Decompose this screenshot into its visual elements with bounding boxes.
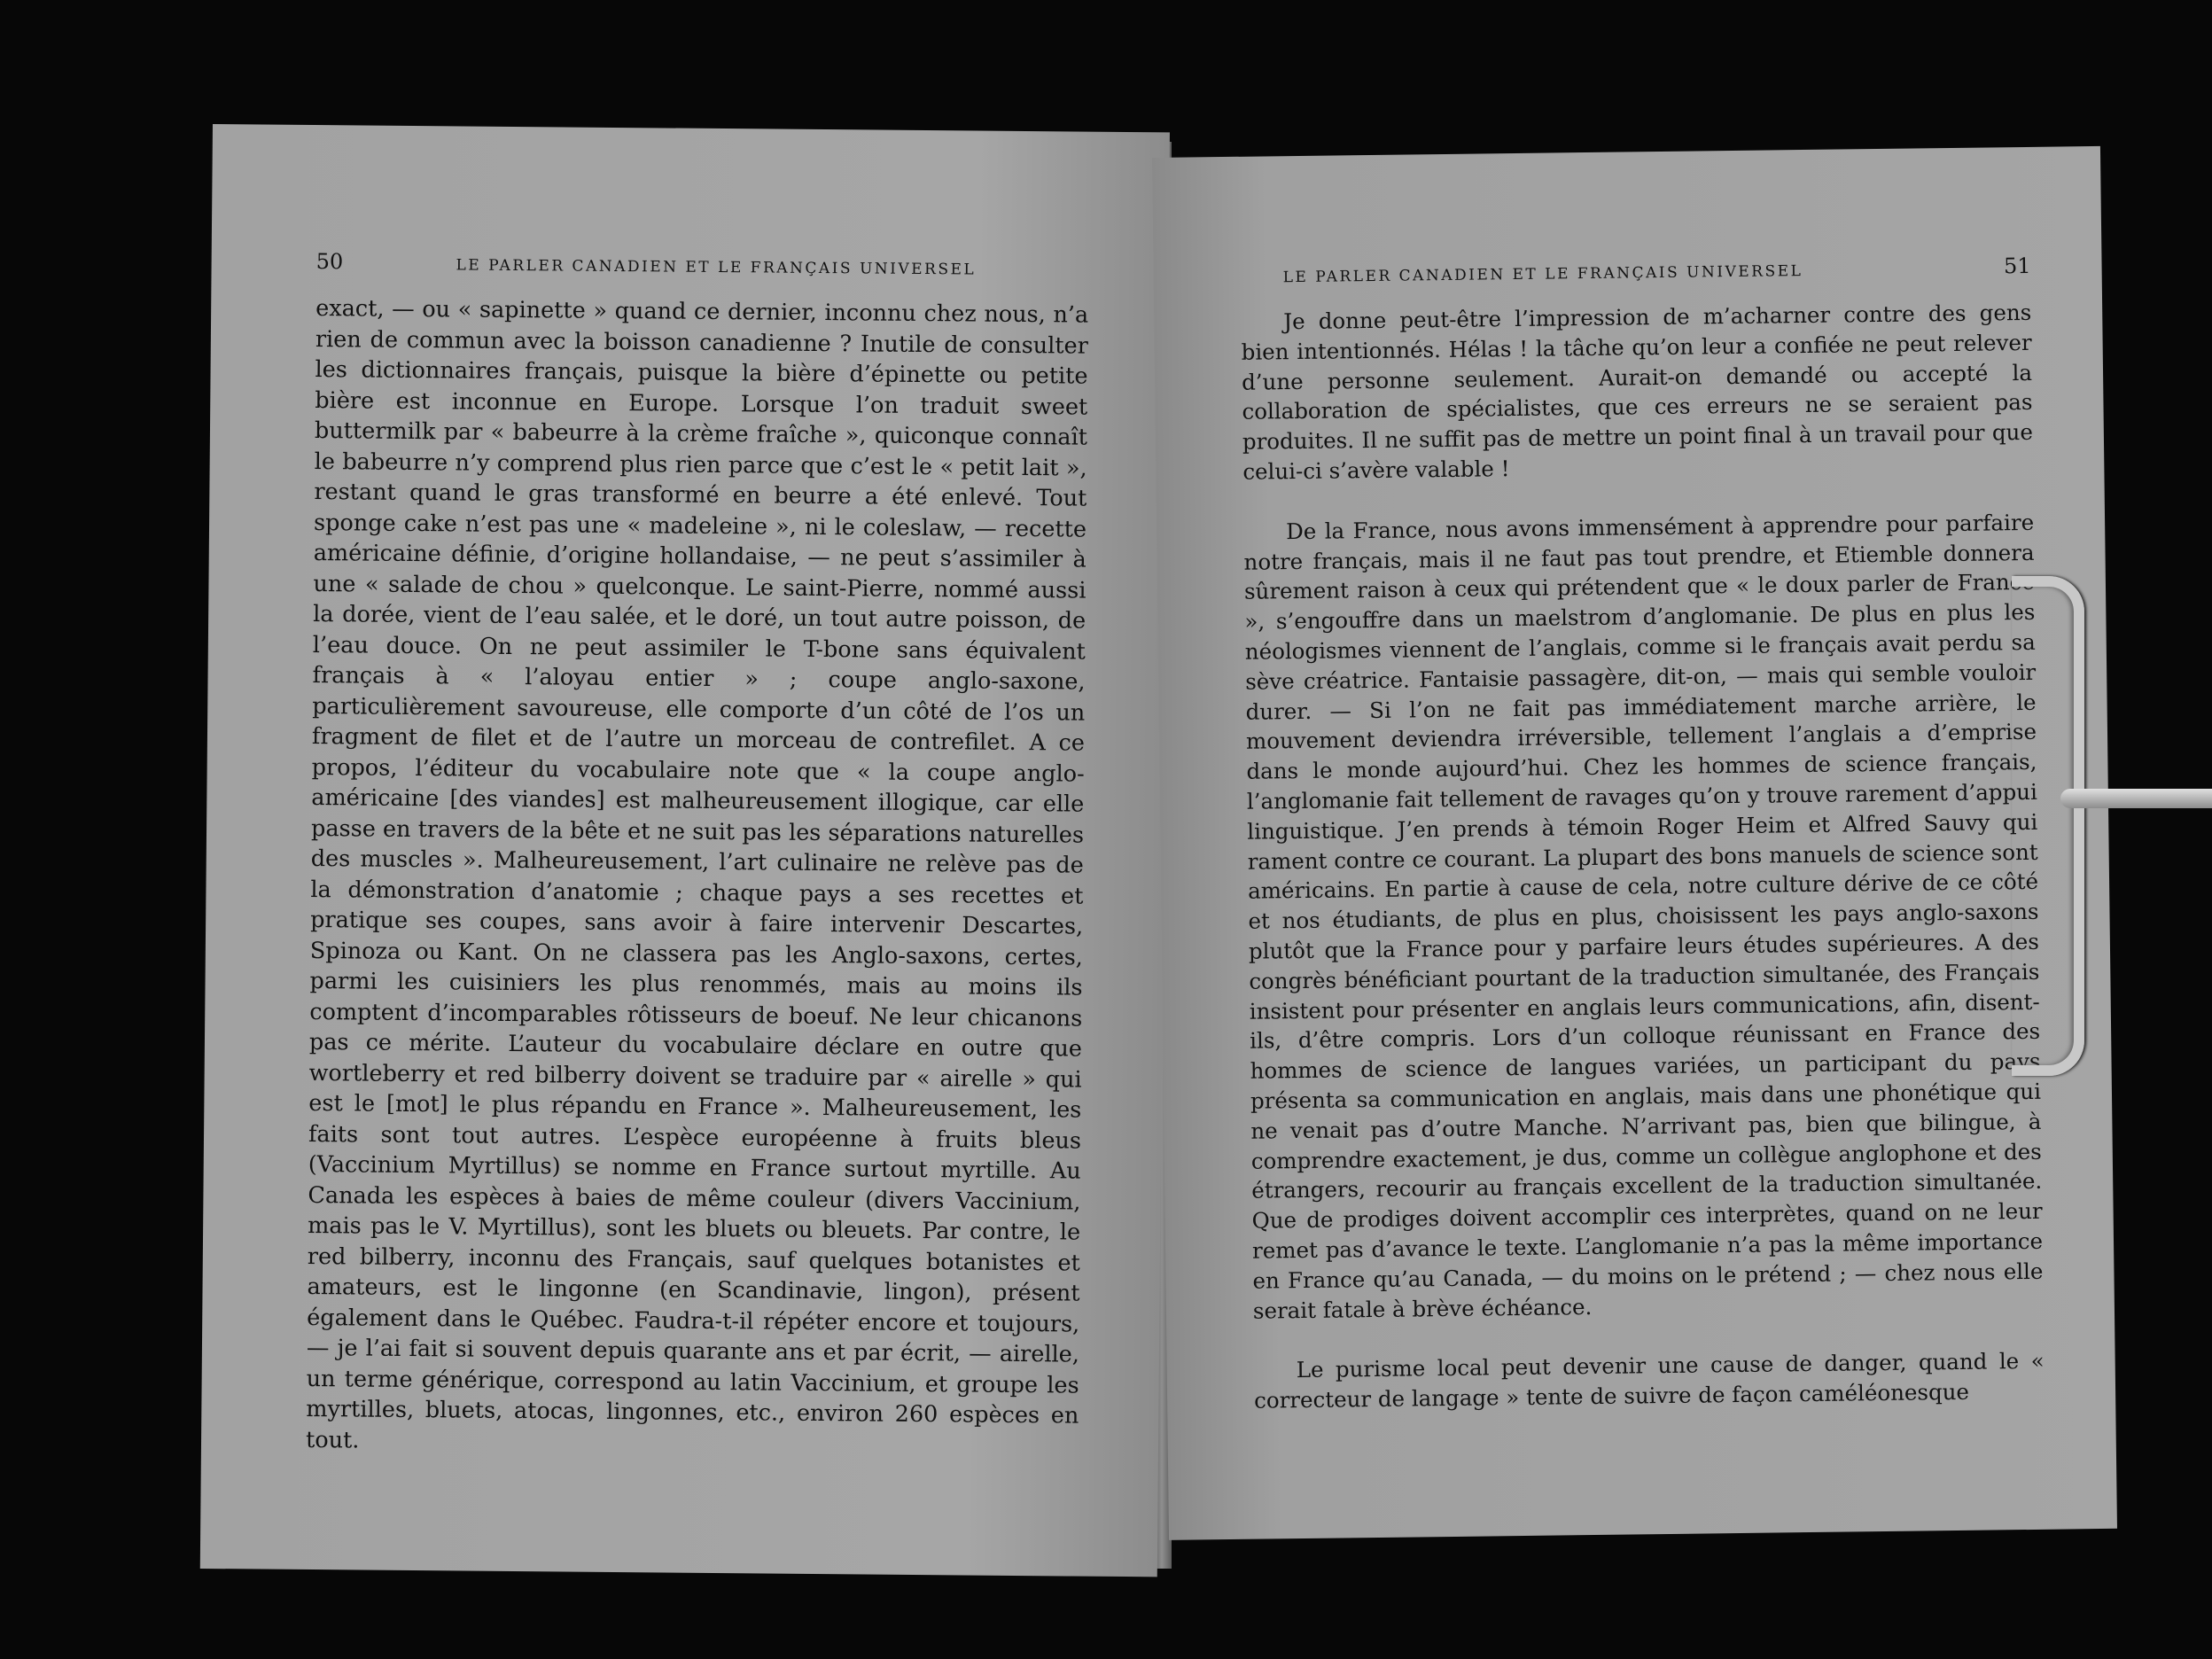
metal-clip-shaft	[2060, 789, 2212, 808]
page-number: 51	[2003, 253, 2031, 279]
paragraph: De la France, nous avons immensément à apprendre pour parfaire notre français, mais il ne faut pas tout prendre, et Etiemble donnera sûrement raison à ceux qui prétendent que « le doux parler de France », s’engouffre dans un maelstrom d’anglomanie. De plus en plus les néologismes viennent de l’anglais, comme si le français avait perdu sa sève créatrice. Fantaisie passagère, dit-on, — mais qui semble vouloir durer. — Si l’on ne fait pas immédiatement marche arrière, le mouvement deviendra irréversible, tellement l’anglais a d’emprise dans le monde aujourd’hui. Chez les hommes de science français, l’anglomanie fait tellement de ravages qu’on y trouve rarement d’appui linguistique. J’en prends à témoin Roger Heim et Alfred Sauvy qui rament contre ce courant. La plupart des bons manuels de science sont américains. En partie à cause de cela, notre culture dérive de ce côté et nos étudiants, de plus en plus, choisissent les pays anglo-saxons plutôt que la France pour y parfaire leurs études supérieures. A des congrès bénéficiant pourtant de la traduction simultanée, des Français insistent pour présenter en anglais leurs communications, afin, disent-ils, d’être compris. Lors d’un colloque réunissant en France des hommes de science de langues variées, un participant du pays présenta sa communication en anglais, mais dans une phonétique qui ne venait pas d’outre Manche. N’arrivant pas, bien que bilingue, à comprendre exactement, je dus, comme un collègue anglophone et des étrangers, recourir au français excellent de la traduction simultanée. Que de prodiges doivent accomplir ces interprètes, quand on ne leur remet pas d’avance le texte. L’anglomanie n’a pas la même importance en France qu’au Canada, — du moins on le prétend ; — chez nous elle serait fatale à brève échéance.	[1243, 509, 2044, 1324]
running-head: LE PARLER CANADIEN ET LE FRANÇAIS UNIVERSEL	[1282, 262, 1803, 287]
paragraph: Je donne peut-être l’impression de m’acharner contre des gens bien intentionnés. Hélas ! la tâche qu’on leur a confiée ne peut relever d’une personne seulement. Aurait-on demandé ou accepté la collaboration de spécialistes, que ces erreurs ne se seraient pas produites. Il ne suffit pas de mettre un point final à un travail pour que celui-ci s’avère valable !	[1241, 299, 2034, 485]
paragraph: Le purisme local peut devenir une cause de danger, quand le « correcteur de langage » tente de suivre de façon caméléonesque	[1253, 1348, 2045, 1414]
page-number: 50	[315, 249, 344, 275]
left-page-header	[316, 249, 1089, 281]
right-page	[1152, 146, 2117, 1540]
left-page-text: exact, — ou « sapinette » quand ce dernier, inconnu chez nous, n’a rien de commun avec la boisson canadienne ? Inutile de consulter les dictionnaires français, puisque la bière d’épinette ou petite bière est inconnue en Europe. Lorsque l’on traduit sweet buttermilk par « babeurre à la crème fraîche », quiconque connaît le babeurre n’y comprend plus rien parce que c’est le « petit lait », restant quand le gras transformé en beurre a été enlevé. Tout sponge cake n’est pas une « madeleine », ni le coleslaw, — recette américaine définie, d’origine hollandaise, — ne peut s’assimiler à une « salade de chou » quelconque. Le saint-Pierre, nommé aussi la dorée, vient de l’eau salée, et le doré, un tout autre poisson, de l’eau douce. On ne peut assimiler le T-bone sans équivalent français à « l’aloyau entier » ; coupe anglo-saxone, particulièrement savoureuse, elle comporte d’un côté de l’os un fragment de filet et de l’autre un morceau de contrefilet. A ce propos, l’éditeur du vocabulaire note que « la coupe anglo-américaine [des viandes] est malheureusement illogique, car elle passe en travers de la bête et ne suit pas les séparations naturelles des muscles ». Malheureusement, l’art culinaire ne relève pas de la démonstration d’anatomie ; chaque pays a ses recettes et pratique ses coupes, sans avoir à faire intervenir Descartes, Spinoza ou Kant. On ne classera pas les Anglo-saxons, certes, parmi les cuisiniers les plus renommés, mais au moins ils comptent d’incomparables rôtisseurs de boeuf. Ne leur chicanons pas ce mérite. L’auteur du vocabulaire déclare en outre que wortleberry et red bilberry doivent se traduire par « airelle » qui est le [mot] le plus répandu en France ». Malheureusement, les faits sont tout autres. L’espèce européenne à fruits bleus (Vaccinium Myrtillus) se nomme en France surtout myrtille. Au Canada les espèces à baies de même couleur (divers Vaccinium, mais pas le V. Myrtillus), sont les bluets ou bleuets. Par contre, le red bilberry, inconnu des Français, sauf quelques botanistes et amateurs, est le lingonne (en Scandinavie, lingon), présent également dans le Québec. Faudra-t-il répéter encore et toujours, — je l’ai fait si souvent depuis quarante ans et par écrit, — airelle, un terme générique, correspond au latin Vaccinium, et groupe les myrtilles, bluets, atocas, lingonnes, etc., environ 260 espèces en tout.	[305, 295, 1089, 1453]
metal-clip	[2012, 576, 2084, 1076]
right-page-header	[1240, 253, 2030, 288]
running-head: LE PARLER CANADIEN ET LE FRANÇAIS UNIVERSEL	[456, 256, 977, 279]
left-page	[200, 124, 1170, 1577]
